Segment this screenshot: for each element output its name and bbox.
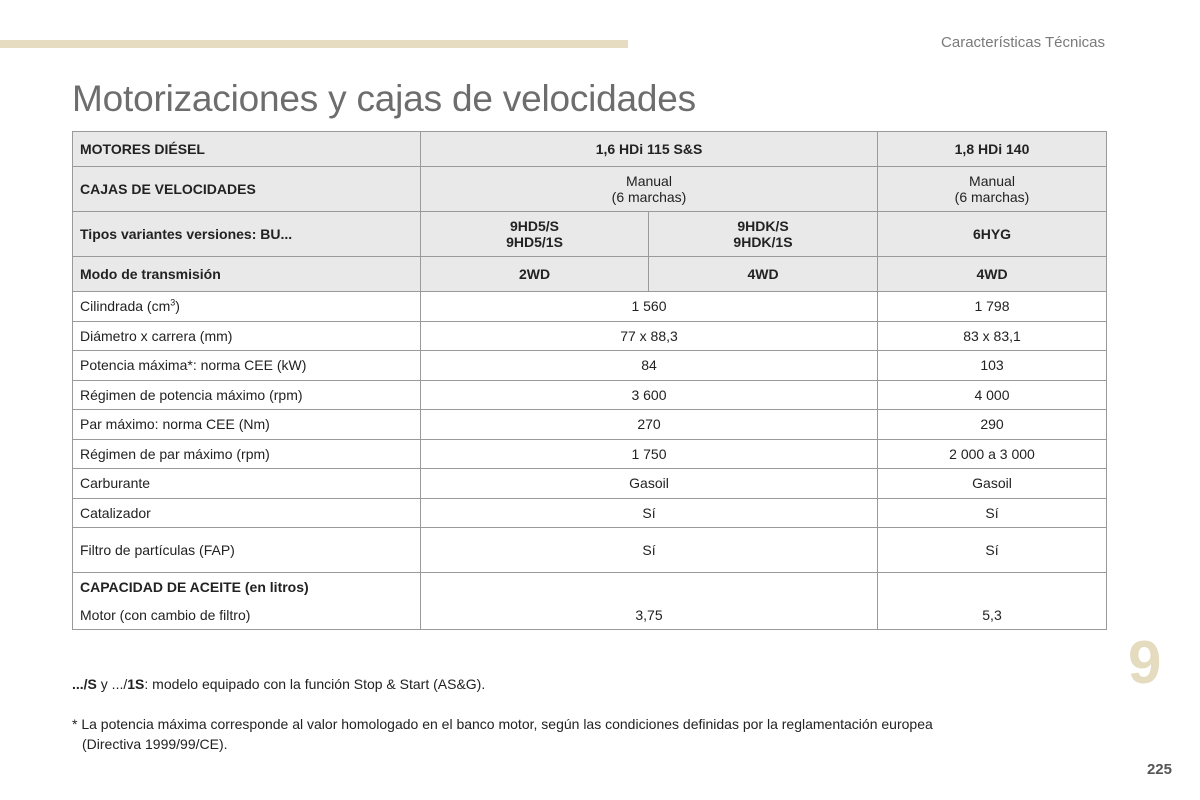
oil-label-cell — [73, 573, 421, 630]
variant-a-line2: 9HD5/1S — [506, 234, 563, 250]
variant-b-line2: 9HDK/1S — [733, 234, 793, 250]
variant-b-line1: 9HDK/S — [737, 218, 789, 234]
footnote-power-line1: * La potencia máxima corresponde al valor homologado en el banco motor, según las condiciones definidas por la reglamentación europea — [72, 716, 933, 732]
row-label: Régimen de par máximo (rpm) — [73, 439, 421, 469]
chapter-number: 9 — [1128, 629, 1162, 696]
fap-engine-2: Sí — [878, 528, 1107, 573]
row-value-engine-2: 1 798 — [878, 292, 1107, 322]
table-row — [73, 351, 1107, 381]
table-row — [73, 292, 1107, 322]
row-value-engine-1: 84 — [421, 351, 878, 381]
transmission-a: 2WD — [421, 257, 649, 292]
gearbox-2-gears: (6 marchas) — [954, 189, 1030, 205]
variant-a-line1: 9HD5/S — [509, 218, 560, 234]
table-row — [73, 498, 1107, 528]
table-row-fap — [73, 528, 1107, 573]
oil-heading: CAPACIDAD DE ACEITE (en litros) — [80, 579, 309, 595]
row-label: Carburante — [73, 469, 421, 499]
transmission-label: Modo de transmisión — [73, 257, 421, 292]
footnote-stop-start: .../S y .../1S: modelo equipado con la función Stop & Start (AS&G). — [72, 676, 486, 692]
page-heading: Motorizaciones y cajas de velocidades — [72, 78, 696, 119]
variant-b-cell — [649, 212, 878, 257]
oil-engine-1: 3,75 — [635, 607, 663, 623]
footnote-power-line2: (Directiva 1999/99/CE). — [82, 736, 228, 752]
row-label: Cilindrada $(cm^3)$ — [73, 292, 421, 322]
transmission-c: 4WD — [878, 257, 1107, 292]
gearbox-label: CAJAS DE VELOCIDADES — [73, 167, 421, 212]
table-row-variants — [73, 212, 1107, 257]
gearbox-1-type: Manual — [626, 173, 672, 189]
row-label: Régimen de potencia máximo (rpm) — [73, 380, 421, 410]
row-value-engine-1: 1 560 — [421, 292, 878, 322]
header-accent-bar — [0, 40, 628, 48]
engine-1-header: 1,6 HDi 115 S&S — [421, 132, 878, 167]
engine-spec-table — [72, 131, 1107, 630]
table-row-gearbox — [73, 167, 1107, 212]
row-value-engine-1: 3 600 — [421, 380, 878, 410]
gearbox-2-cell — [878, 167, 1107, 212]
row-value-engine-2: 4 000 — [878, 380, 1107, 410]
row-label: Diámetro x carrera (mm) — [73, 321, 421, 351]
table-row-transmission — [73, 257, 1107, 292]
table-row — [73, 380, 1107, 410]
table-row — [73, 439, 1107, 469]
engines-label: MOTORES DIÉSEL — [73, 132, 421, 167]
row-value-engine-2: 2 000 a 3 000 — [878, 439, 1107, 469]
row-value-engine-1: 77 x 88,3 — [421, 321, 878, 351]
fap-engine-1: Sí — [421, 528, 878, 573]
row-value-engine-1: 270 — [421, 410, 878, 440]
oil-engine-1-cell — [421, 573, 878, 630]
oil-engine-2: 5,3 — [982, 607, 1002, 623]
row-value-engine-2: 290 — [878, 410, 1107, 440]
page-number: 225 — [1146, 761, 1172, 778]
row-label: Par máximo: norma CEE (Nm) — [73, 410, 421, 440]
gearbox-1-cell — [421, 167, 878, 212]
oil-engine-2-cell — [878, 573, 1107, 630]
row-value-engine-1: Sí — [421, 498, 878, 528]
footnote-power — [72, 714, 933, 754]
engine-2-header: 1,8 HDi 140 — [878, 132, 1107, 167]
variant-c-cell: 6HYG — [878, 212, 1107, 257]
fap-label: Filtro de partículas (FAP) — [73, 528, 421, 573]
row-label: Potencia máxima*: norma CEE (kW) — [73, 351, 421, 381]
row-value-engine-2: 103 — [878, 351, 1107, 381]
oil-label: Motor (con cambio de filtro) — [80, 607, 251, 623]
table-row-oil — [73, 573, 1107, 630]
table-row-engines — [73, 132, 1107, 167]
variants-label: Tipos variantes versiones: BU... — [73, 212, 421, 257]
row-label: Catalizador — [73, 498, 421, 528]
row-value-engine-2: Gasoil — [878, 469, 1107, 499]
row-value-engine-1: Gasoil — [421, 469, 878, 499]
gearbox-2-type: Manual — [969, 173, 1015, 189]
row-value-engine-2: Sí — [878, 498, 1107, 528]
transmission-b: 4WD — [649, 257, 878, 292]
table-row — [73, 469, 1107, 499]
table-row — [73, 321, 1107, 351]
row-value-engine-1: 1 750 — [421, 439, 878, 469]
row-value-engine-2: 83 x 83,1 — [878, 321, 1107, 351]
variant-a-cell — [421, 212, 649, 257]
gearbox-1-gears: (6 marchas) — [611, 189, 687, 205]
table-row — [73, 410, 1107, 440]
section-title: Características Técnicas — [941, 34, 1105, 51]
